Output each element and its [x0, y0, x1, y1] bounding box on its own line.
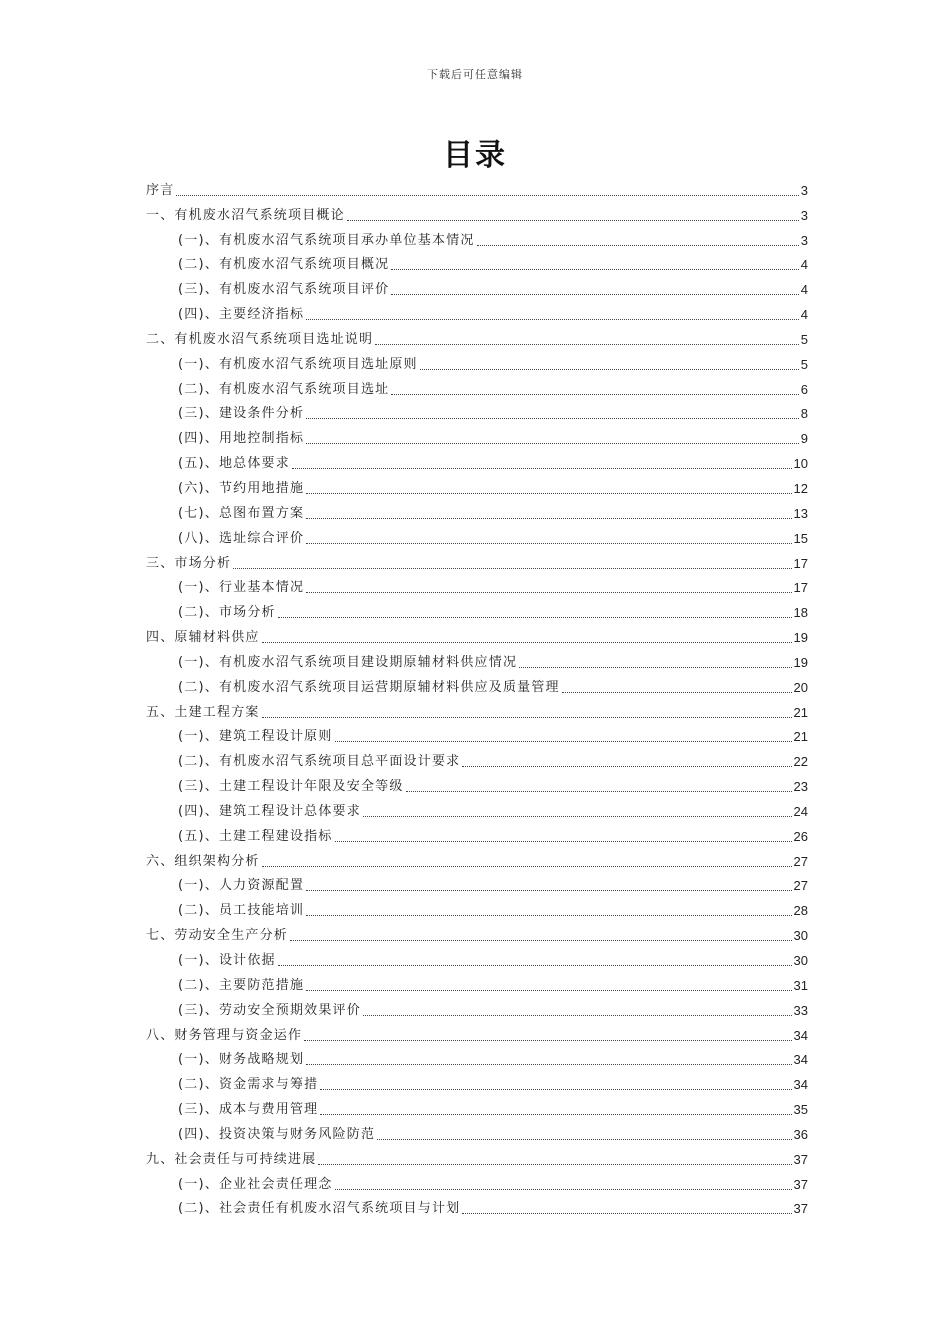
toc-entry-label[interactable]: (三)、有机废水沼气系统项目评价 — [178, 282, 390, 298]
toc-subsection-entry[interactable] — [146, 1118, 808, 1143]
toc-dot-leader — [462, 766, 791, 767]
toc-page-number[interactable]: 34 — [793, 1077, 808, 1093]
toc-entry-label[interactable]: (二)、主要防范措施 — [178, 977, 305, 993]
toc-page-number[interactable]: 13 — [793, 505, 808, 521]
toc-subsection-entry[interactable] — [146, 770, 808, 795]
toc-entry-label[interactable]: (一)、有机废水沼气系统项目承办单位基本情况 — [178, 232, 475, 248]
toc-entry-label[interactable]: (五)、土建工程建设指标 — [178, 828, 333, 844]
toc-entry-label[interactable]: 序言 — [146, 182, 175, 198]
toc-entry-label[interactable]: (三)、土建工程设计年限及安全等级 — [178, 779, 404, 795]
toc-dot-leader — [519, 667, 791, 668]
toc-entry-label[interactable]: (四)、投资决策与财务风险防范 — [178, 1126, 376, 1142]
toc-section-entry[interactable] — [146, 323, 808, 348]
toc-entry-label[interactable]: (一)、有机废水沼气系统项目选址原则 — [178, 356, 418, 372]
toc-page-number[interactable]: 5 — [800, 331, 808, 347]
toc-subsection-entry[interactable] — [146, 348, 808, 373]
toc-page-number[interactable]: 18 — [793, 605, 808, 621]
page-title: 目录 — [443, 138, 507, 173]
toc-dot-leader — [176, 195, 798, 196]
toc-section-entry[interactable] — [146, 1143, 808, 1168]
toc-page-number[interactable]: 17 — [793, 580, 808, 596]
toc-dot-leader — [391, 269, 798, 270]
toc-subsection-entry[interactable] — [146, 870, 808, 895]
toc-entry-label[interactable]: (一)、行业基本情况 — [178, 580, 305, 596]
toc-page-number[interactable]: 15 — [793, 530, 808, 546]
toc-entry-label[interactable]: (三)、建设条件分析 — [178, 406, 305, 422]
toc-entry-label[interactable]: (五)、地总体要求 — [178, 456, 290, 472]
toc-subsection-entry[interactable] — [146, 298, 808, 323]
toc-subsection-entry[interactable] — [146, 745, 808, 770]
toc-subsection-entry[interactable] — [146, 1193, 808, 1218]
toc-subsection-entry[interactable] — [146, 671, 808, 696]
toc-subsection-entry[interactable] — [146, 224, 808, 249]
toc-dot-leader — [375, 344, 799, 345]
table-of-contents — [146, 174, 808, 1217]
toc-dot-leader — [335, 1189, 792, 1190]
toc-dot-leader — [477, 245, 799, 246]
toc-entry-label[interactable]: (一)、有机废水沼气系统项目建设期原辅材料供应情况 — [178, 654, 518, 670]
toc-page-number[interactable]: 24 — [793, 803, 808, 819]
toc-entry-label[interactable]: (一)、财务战略规划 — [178, 1052, 305, 1068]
toc-dot-leader — [306, 543, 791, 544]
toc-section-entry[interactable] — [146, 1019, 808, 1044]
toc-dot-leader — [318, 1164, 791, 1165]
toc-subsection-entry[interactable] — [146, 944, 808, 969]
toc-page-number[interactable]: 3 — [800, 207, 808, 223]
toc-page-number[interactable]: 34 — [793, 1027, 808, 1043]
toc-entry-label[interactable]: (二)、社会责任有机废水沼气系统项目与计划 — [178, 1201, 461, 1217]
toc-subsection-entry[interactable] — [146, 1068, 808, 1093]
toc-entry-label[interactable]: 九、社会责任与可持续进展 — [146, 1151, 317, 1167]
toc-dot-leader — [262, 642, 792, 643]
toc-page-number[interactable]: 36 — [793, 1126, 808, 1142]
toc-section-entry[interactable] — [146, 174, 808, 199]
toc-entry-label[interactable]: (一)、企业社会责任理念 — [178, 1176, 333, 1192]
toc-dot-leader — [306, 418, 799, 419]
toc-page-number[interactable]: 3 — [800, 182, 808, 198]
toc-entry-label[interactable]: (二)、员工技能培训 — [178, 903, 305, 919]
toc-section-entry[interactable] — [146, 845, 808, 870]
toc-dot-leader — [406, 791, 792, 792]
toc-entry-label[interactable]: (一)、设计依据 — [178, 953, 276, 968]
toc-page-number[interactable]: 35 — [793, 1102, 808, 1118]
toc-entry-label[interactable]: (四)、主要经济指标 — [178, 307, 305, 323]
toc-dot-leader — [233, 568, 791, 569]
toc-subsection-entry[interactable] — [146, 422, 808, 447]
toc-entry-label[interactable]: (四)、用地控制指标 — [178, 431, 305, 447]
toc-subsection-entry[interactable] — [146, 497, 808, 522]
toc-section-entry[interactable] — [146, 919, 808, 944]
toc-subsection-entry[interactable] — [146, 273, 808, 298]
toc-dot-leader — [320, 1089, 791, 1090]
toc-page-number[interactable]: 21 — [793, 729, 808, 745]
toc-subsection-entry[interactable] — [146, 646, 808, 671]
toc-dot-leader — [462, 1213, 791, 1214]
toc-entry-label[interactable]: (四)、建筑工程设计总体要求 — [178, 803, 361, 819]
toc-subsection-entry[interactable] — [146, 447, 808, 472]
toc-entry-label[interactable]: (二)、市场分析 — [178, 605, 276, 621]
toc-dot-leader — [262, 866, 792, 867]
toc-dot-leader — [306, 518, 791, 519]
header-note: 下载后可任意编辑 — [427, 68, 523, 81]
toc-dot-leader — [306, 319, 799, 320]
toc-page-number[interactable]: 27 — [793, 853, 808, 869]
toc-dot-leader — [391, 394, 798, 395]
toc-dot-leader — [306, 493, 791, 494]
toc-page-number[interactable]: 9 — [800, 431, 808, 447]
toc-page-number[interactable]: 5 — [800, 356, 808, 372]
toc-dot-leader — [363, 816, 792, 817]
toc-entry-label[interactable]: (一)、建筑工程设计原则 — [178, 729, 333, 745]
toc-entry-label[interactable]: (六)、节约用地措施 — [178, 480, 305, 496]
toc-subsection-entry[interactable] — [146, 522, 808, 547]
toc-subsection-entry[interactable] — [146, 398, 808, 423]
toc-dot-leader — [306, 915, 791, 916]
toc-section-entry[interactable] — [146, 547, 808, 572]
toc-dot-leader — [320, 1114, 791, 1115]
toc-entry-label[interactable]: 三、市场分析 — [146, 555, 232, 571]
toc-page-number[interactable]: 17 — [793, 555, 808, 571]
toc-subsection-entry[interactable] — [146, 994, 808, 1019]
toc-subsection-entry[interactable] — [146, 596, 808, 621]
toc-page-number[interactable]: 31 — [793, 977, 808, 993]
toc-page-number[interactable]: 37 — [793, 1151, 808, 1167]
toc-entry-label[interactable]: (七)、总图布置方案 — [178, 505, 305, 521]
toc-dot-leader — [347, 220, 799, 221]
toc-dot-leader — [306, 890, 791, 891]
toc-subsection-entry[interactable] — [146, 1093, 808, 1118]
toc-page-number[interactable]: 34 — [793, 1052, 808, 1068]
toc-entry-label[interactable]: (二)、有机废水沼气系统项目选址 — [178, 381, 390, 397]
toc-section-entry[interactable] — [146, 621, 808, 646]
toc-subsection-entry[interactable] — [146, 894, 808, 919]
toc-subsection-entry[interactable] — [146, 472, 808, 497]
toc-subsection-entry[interactable] — [146, 249, 808, 274]
toc-dot-leader — [278, 965, 792, 966]
toc-page-number[interactable]: 23 — [793, 779, 808, 795]
toc-subsection-entry[interactable] — [146, 1044, 808, 1069]
toc-page-number[interactable]: 4 — [800, 257, 808, 273]
toc-dot-leader — [306, 443, 799, 444]
toc-dot-leader — [335, 841, 792, 842]
toc-dot-leader — [290, 940, 792, 941]
toc-page-number[interactable]: 19 — [793, 654, 808, 670]
toc-page-number[interactable]: 4 — [800, 307, 808, 323]
toc-subsection-entry[interactable] — [146, 373, 808, 398]
toc-page-number[interactable]: 4 — [800, 282, 808, 298]
toc-page-number[interactable]: 27 — [793, 878, 808, 894]
toc-dot-leader — [306, 1064, 791, 1065]
toc-dot-leader — [292, 468, 792, 469]
toc-entry-label[interactable]: 二、有机废水沼气系统项目选址说明 — [146, 331, 374, 347]
toc-entry-label[interactable]: 七、劳动安全生产分析 — [146, 928, 289, 944]
toc-page-number[interactable]: 6 — [800, 381, 808, 397]
toc-page-number[interactable]: 28 — [793, 903, 808, 919]
toc-page-number[interactable]: 26 — [793, 828, 808, 844]
toc-entry-label[interactable]: (二)、有机废水沼气系统项目总平面设计要求 — [178, 754, 461, 770]
toc-page-number[interactable]: 33 — [793, 1002, 808, 1018]
toc-subsection-entry[interactable] — [146, 572, 808, 597]
toc-dot-leader — [363, 1015, 792, 1016]
toc-entry-label[interactable]: 六、组织架构分析 — [146, 853, 260, 869]
toc-subsection-entry[interactable] — [146, 969, 808, 994]
toc-dot-leader — [278, 617, 792, 618]
toc-dot-leader — [420, 369, 799, 370]
toc-page-number[interactable]: 37 — [793, 1176, 808, 1192]
toc-entry-label[interactable]: (二)、资金需求与筹措 — [178, 1077, 319, 1093]
toc-dot-leader — [262, 717, 792, 718]
toc-entry-label[interactable]: 四、原辅材料供应 — [146, 630, 260, 646]
toc-subsection-entry[interactable] — [146, 820, 808, 845]
toc-page-number[interactable]: 30 — [793, 953, 808, 968]
toc-subsection-entry[interactable] — [146, 721, 808, 746]
toc-page-number[interactable]: 12 — [793, 480, 808, 496]
toc-page-number[interactable]: 3 — [800, 232, 808, 248]
toc-page-number[interactable]: 21 — [793, 704, 808, 720]
toc-dot-leader — [335, 741, 792, 742]
toc-entry-label[interactable]: 八、财务管理与资金运作 — [146, 1027, 303, 1043]
toc-subsection-entry[interactable] — [146, 795, 808, 820]
toc-entry-label[interactable]: (一)、人力资源配置 — [178, 878, 305, 894]
toc-dot-leader — [304, 1040, 791, 1041]
toc-entry-label[interactable]: (二)、有机废水沼气系统项目运营期原辅材料供应及质量管理 — [178, 679, 560, 695]
toc-subsection-entry[interactable] — [146, 1168, 808, 1193]
toc-entry-label[interactable]: (三)、劳动安全预期效果评价 — [178, 1002, 361, 1018]
toc-entry-label[interactable]: 一、有机废水沼气系统项目概论 — [146, 207, 345, 223]
toc-dot-leader — [377, 1139, 791, 1140]
toc-section-entry[interactable] — [146, 199, 808, 224]
toc-page-number[interactable]: 10 — [793, 456, 808, 472]
toc-page-number[interactable]: 30 — [793, 928, 808, 944]
toc-page-number[interactable]: 8 — [800, 406, 808, 422]
toc-dot-leader — [562, 692, 792, 693]
toc-dot-leader — [391, 294, 798, 295]
toc-page-number[interactable]: 22 — [793, 754, 808, 770]
toc-page-number[interactable]: 19 — [793, 630, 808, 646]
toc-entry-label[interactable]: (二)、有机废水沼气系统项目概况 — [178, 257, 390, 273]
toc-page-number[interactable]: 37 — [793, 1201, 808, 1217]
toc-page-number[interactable]: 20 — [793, 679, 808, 695]
toc-entry-label[interactable]: (三)、成本与费用管理 — [178, 1102, 319, 1118]
toc-section-entry[interactable] — [146, 696, 808, 721]
toc-entry-label[interactable]: (八)、选址综合评价 — [178, 530, 305, 546]
toc-dot-leader — [306, 990, 791, 991]
toc-dot-leader — [306, 592, 791, 593]
toc-entry-label[interactable]: 五、土建工程方案 — [146, 704, 260, 720]
